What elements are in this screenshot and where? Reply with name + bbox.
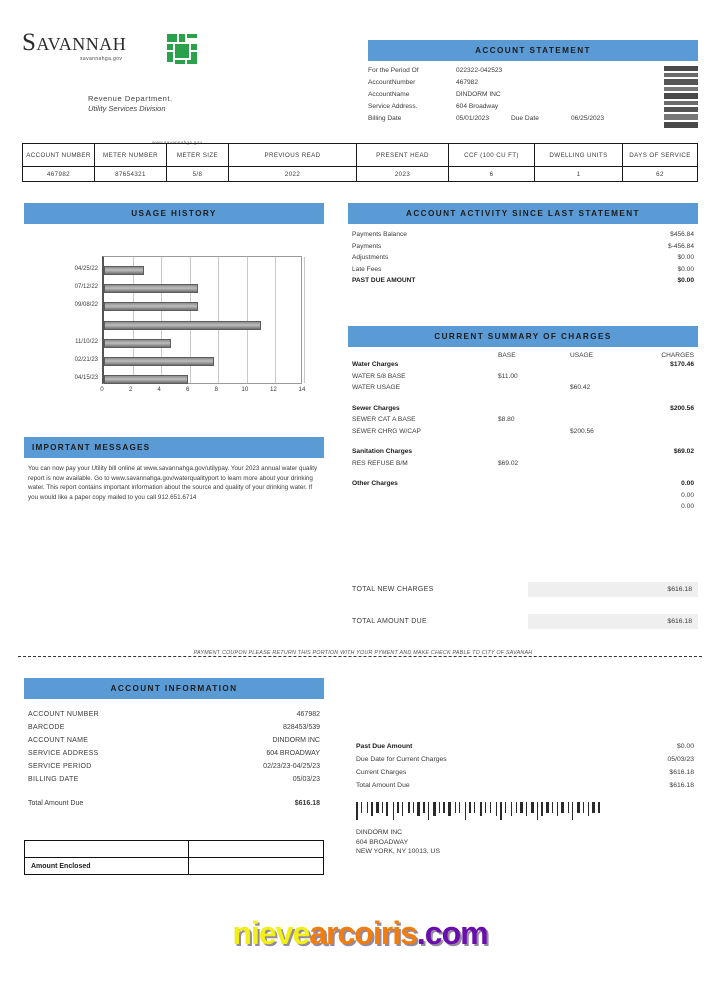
barcode-bar [557, 802, 558, 816]
savannah-grid-icon [167, 34, 207, 68]
barcode-bar [386, 802, 388, 816]
col-ccf: CCF (100 CU FT) [449, 144, 535, 167]
page-header [0, 22, 720, 145]
charge-group-total: $200.56 [670, 404, 694, 412]
activity-row [348, 241, 698, 253]
department-block [88, 94, 173, 114]
account-info-label: ACCOUNT NAME [28, 737, 89, 744]
totals-section [348, 578, 698, 632]
account-info-value: 05/03/23 [292, 776, 320, 783]
chart-x-tick: 0 [100, 386, 104, 393]
barcode-bar [577, 802, 580, 813]
chart-plot-area [102, 256, 302, 384]
stub-label: Past Due Amount [356, 743, 413, 750]
chart-bar-label: 04/25/22 [74, 265, 98, 272]
chart-bar-label: 07/12/22 [74, 283, 98, 290]
chart-bar-label: 09/08/22 [74, 302, 98, 309]
barcode-bar [408, 802, 410, 813]
department-line-1: Revenue Department. [88, 94, 173, 103]
charge-line-row [348, 501, 698, 513]
chart-bar-row [104, 302, 304, 311]
statement-label: For the Period Of [368, 67, 419, 74]
activity-value: $456.84 [670, 231, 694, 238]
charge-line-base [498, 501, 570, 513]
meter-reading-table [22, 143, 698, 182]
chart-bar [104, 284, 198, 293]
charge-line-usage [570, 414, 642, 426]
chart-bar-row [104, 357, 304, 366]
barcode-bar [382, 802, 383, 813]
barcode-bar [480, 802, 482, 816]
charge-group-base [498, 359, 570, 371]
savannah-logo [22, 30, 342, 62]
statement-row [368, 89, 698, 101]
chart-bar-label: 11/10/22 [75, 338, 98, 345]
usage-history-title: USAGE HISTORY [24, 203, 324, 224]
col-meter-number: METER NUMBER [95, 144, 167, 167]
stub-address-line-3: NEW YORK, NY 10013, US [356, 848, 440, 855]
watermark-part-2: arcoiris [309, 915, 417, 951]
barcode-bar [496, 802, 497, 816]
charge-line-name: WATER USAGE [352, 384, 400, 391]
charge-line-charge: 0.00 [681, 503, 694, 510]
charge-line-charge: 0.00 [681, 491, 694, 499]
logo-wordmark: Savannah [22, 29, 127, 56]
charge-group-name: Sewer Charges [352, 404, 400, 412]
activity-row [348, 252, 698, 264]
chart-bar [104, 339, 171, 348]
stub-label: Due Date for Current Charges [356, 756, 447, 763]
account-info-label: SERVICE PERIOD [28, 763, 92, 770]
chart-x-axis [100, 386, 306, 398]
summary-of-charges-section [348, 326, 698, 513]
barcode-bar [552, 802, 553, 813]
account-info-label: BARCODE [28, 724, 65, 731]
account-info-label: BILLING DATE [28, 776, 79, 783]
charge-group-usage [570, 478, 642, 490]
charge-line-usage [570, 490, 642, 502]
chart-bar [104, 321, 261, 330]
chart-bar [104, 375, 188, 384]
amount-enclosed-blank-label [25, 841, 189, 858]
table-row [23, 167, 698, 182]
statement-billing-row [368, 113, 698, 125]
stub-total-amount-due-row [24, 800, 324, 807]
charge-line-name: RES REFUSE B/M [352, 459, 408, 467]
stub-row [356, 779, 698, 792]
statement-row [368, 77, 698, 89]
activity-label: Adjustments [352, 254, 389, 261]
barcode-bar [433, 802, 436, 816]
charge-line-name [348, 490, 498, 502]
barcode-bar [439, 802, 440, 813]
perforation-text: PAYMENT COUPON PLEASE RETURN THIS PORTION WITH YOUR PYMENT AND MAKE CHECK PABLE TO CITY OF SAVANAH [128, 650, 598, 656]
statement-label: AccountName [368, 91, 410, 98]
activity-row [348, 229, 698, 241]
chart-bar-label: 04/15/23 [74, 375, 98, 382]
total-new-charges-value: $616.18 [528, 582, 698, 597]
barcode-bar [393, 802, 394, 820]
charges-col-usage: USAGE [570, 352, 594, 359]
charge-group-row [348, 478, 698, 490]
perforation-divider [18, 650, 702, 664]
account-info-value: 604 BROADWAY [266, 750, 320, 757]
charge-group-base [498, 478, 570, 490]
account-info-value: DINDORM INC [272, 737, 320, 744]
barcode-bar [423, 802, 425, 813]
barcode-bar [505, 802, 506, 813]
stub-row [356, 753, 698, 766]
table-header-row [23, 144, 698, 167]
charge-line-base [498, 490, 570, 502]
statement-value: DINDORM INC [456, 91, 501, 98]
account-info-row [24, 760, 324, 773]
activity-label: Late Fees [352, 265, 382, 273]
cell-account-number: 467982 [23, 167, 95, 182]
barcode-bar [402, 802, 403, 816]
chart-bar-row [104, 266, 304, 275]
chart-bar-row [104, 339, 304, 348]
charge-line-row [348, 371, 698, 383]
stub-mailing-address [356, 828, 698, 857]
charges-column-headers [348, 352, 698, 359]
barcode-bar [526, 802, 527, 816]
chart-x-tick: 4 [157, 386, 161, 393]
barcode-bar [531, 802, 534, 813]
account-info-label: SERVICE ADDRESS [28, 750, 99, 757]
col-days-of-service: DAYS OF SERVICE [623, 144, 698, 167]
chart-gridline [304, 257, 305, 383]
charge-group-usage [570, 446, 642, 458]
amount-enclosed-blank-row [25, 841, 324, 858]
barcode-bar [356, 802, 358, 820]
account-info-row [24, 708, 324, 721]
statement-value: 604 Broadway [456, 103, 499, 110]
activity-value: $-456.84 [667, 242, 694, 250]
chart-bar [104, 302, 198, 311]
chart-bar-label: 02/21/23 [74, 357, 98, 364]
past-due-label: PAST DUE AMOUNT [352, 277, 416, 284]
amount-enclosed-blank-field[interactable] [189, 841, 324, 858]
barcode-bar [417, 802, 420, 816]
barcode-bar [516, 802, 517, 813]
barcode-bar [376, 802, 379, 813]
charge-group-usage [570, 403, 642, 415]
watermark-part-1: nieve [232, 915, 310, 951]
stub-row [356, 740, 698, 753]
col-present-read: PRESENT HEAD [357, 144, 449, 167]
barcode-bar [459, 802, 460, 813]
charge-line-name: SEWER CHRG W/CAP [352, 427, 421, 435]
account-activity-title: ACCOUNT ACTIVITY SINCE LAST STATEMENT [348, 203, 698, 224]
charge-group-name: Sanitation Charges [352, 448, 413, 455]
summary-of-charges-title: CURRENT SUMMARY OF CHARGES [348, 326, 698, 347]
charges-col-base: BASE [498, 352, 516, 359]
perforation-line [18, 656, 702, 657]
barcode-bar [448, 802, 451, 816]
amount-enclosed-table [24, 840, 324, 875]
payment-stub-section [356, 740, 698, 857]
stub-label: Current Charges [356, 769, 407, 776]
charge-group-usage [570, 359, 642, 371]
due-date-value: 06/25/2023 [571, 115, 605, 122]
charge-line-name: WATER 5/8 BASE [352, 372, 406, 380]
cell-previous-read: 2022 [229, 167, 357, 182]
account-information-section [24, 678, 324, 807]
charge-line-name: SEWER CAT A BASE [352, 416, 416, 423]
barcode-bar [511, 802, 512, 816]
account-info-value: 02/23/23-04/25/23 [263, 763, 320, 770]
barcode-bar [500, 802, 502, 820]
charge-line-base: $8.80 [498, 416, 515, 423]
usage-history-section [24, 203, 324, 410]
charge-line-charge [642, 458, 698, 470]
barcode-bar [490, 802, 491, 813]
total-new-charges-label: TOTAL NEW CHARGES [352, 585, 434, 593]
stub-barcode [356, 802, 646, 820]
charge-line-row [348, 382, 698, 394]
account-activity-section [348, 203, 698, 287]
barcode-bar [455, 802, 456, 813]
charge-group-name: Water Charges [352, 361, 399, 368]
charge-line-row [348, 490, 698, 502]
past-due-value: $0.00 [677, 277, 694, 284]
col-meter-size: METER SIZE [167, 144, 229, 167]
barcode-bar [588, 802, 589, 816]
chart-bar [104, 357, 214, 366]
charges-col-blank [348, 352, 498, 359]
amount-enclosed-row [25, 858, 324, 875]
stub-value: $616.18 [669, 769, 694, 776]
chart-bar-row [104, 321, 304, 330]
charge-group-total: $170.46 [670, 361, 694, 368]
chart-bar-row [104, 375, 304, 384]
barcode-bar [561, 802, 564, 813]
important-messages-title: IMPORTANT MESSAGES [24, 437, 324, 458]
due-date-label: Due Date [511, 115, 539, 122]
stub-row [356, 766, 698, 779]
total-amount-due-value: $616.18 [528, 614, 698, 629]
past-due-row [348, 275, 698, 287]
charge-group-row [348, 446, 698, 458]
spacer [348, 469, 698, 478]
account-info-label: ACCOUNT NUMBER [28, 711, 99, 718]
activity-row [348, 264, 698, 276]
col-account-number: ACCOUNT NUMBER [23, 144, 95, 167]
barcode-bar [361, 802, 362, 813]
charge-line-row [348, 426, 698, 438]
total-amount-due-row [348, 610, 698, 632]
stub-total-amount-due-value: $616.18 [294, 800, 320, 807]
cell-days-of-service: 62 [623, 167, 698, 182]
cell-meter-size: 5/8 [167, 167, 229, 182]
barcode-bar [469, 802, 471, 813]
barcode-bar [568, 802, 569, 813]
account-statement-title: ACCOUNT STATEMENT [368, 40, 698, 61]
barcode-bar [465, 802, 466, 820]
account-info-row [24, 747, 324, 760]
barcode-bar [583, 802, 584, 813]
stub-address-line-2: 604 BROADWAY [356, 838, 409, 846]
amount-enclosed-label: Amount Enclosed [25, 858, 189, 875]
important-messages-section [24, 437, 324, 502]
stub-label: Total Amount Due [356, 782, 410, 789]
statement-label: AccountNumber [368, 79, 416, 86]
barcode-bar [367, 802, 368, 813]
charge-line-row [348, 458, 698, 470]
activity-value: $0.00 [677, 254, 694, 261]
barcode-bar [537, 802, 538, 820]
total-amount-due-label: TOTAL AMOUNT DUE [352, 617, 427, 625]
statement-label: Service Address. [368, 103, 418, 110]
statement-value: 467982 [456, 79, 479, 86]
account-information-rows [24, 708, 324, 786]
charge-group-base [498, 403, 570, 415]
charge-line-usage [570, 501, 642, 513]
statement-row [368, 65, 698, 77]
chart-x-tick: 2 [128, 386, 133, 393]
logo-subtext: savannahga.gov [80, 56, 123, 62]
chart-x-tick: 8 [214, 386, 219, 393]
account-info-row [24, 721, 324, 734]
watermark [0, 915, 720, 952]
charge-line-charge [642, 382, 698, 394]
stub-value: $616.18 [669, 782, 694, 789]
chart-x-tick: 6 [185, 386, 190, 393]
barcode-bar [371, 802, 373, 816]
charge-line-usage: $200.56 [570, 427, 594, 435]
account-information-title: ACCOUNT INFORMATION [24, 678, 324, 699]
charge-line-charge [642, 414, 698, 426]
charge-line-usage [570, 458, 642, 470]
charge-line-base: $11.00 [498, 372, 518, 380]
barcode-bar [546, 802, 549, 813]
activity-label: Payments [352, 242, 382, 250]
col-previous-read: PREVIOUS READ [229, 144, 357, 167]
usage-history-chart [24, 230, 324, 410]
important-messages-body: You can now pay your Utility bill online at www.savannahga.gov/utilypay. Your 2023 annual water quality report is now available. Go to www.savannahga.gov/waterqualityport to learn more about your drinking water. This report contains important information about the source and quality of your drinking water. If you would like a paper copy mailed to you call 912.651.6714 [28, 465, 318, 501]
charge-group-name: Other Charges [352, 480, 398, 487]
spacer [348, 394, 698, 403]
statement-rows [368, 65, 698, 125]
stub-total-amount-due-label: Total Amount Due [28, 800, 84, 807]
activity-value: $0.00 [677, 265, 694, 273]
barcode-bar [428, 802, 429, 820]
charge-line-usage [570, 371, 642, 383]
account-info-value: 828453/539 [283, 724, 320, 731]
charge-group-total: $69.02 [673, 448, 694, 455]
chart-bar [104, 266, 144, 275]
cell-ccf: 6 [449, 167, 535, 182]
barcode-bar [397, 802, 399, 813]
total-new-charges-row [348, 578, 698, 600]
chart-x-tick: 12 [269, 386, 277, 393]
charge-line-base [498, 426, 570, 438]
barcode-bar [474, 802, 475, 813]
statement-row [368, 101, 698, 113]
billing-date-label: Billing Date [368, 115, 402, 122]
activity-label: Payments Balance [352, 231, 407, 238]
barcode-bar [598, 802, 600, 813]
billing-date-value: 05/01/2023 [456, 115, 490, 122]
barcode-bar [572, 802, 573, 820]
charge-line-row [348, 414, 698, 426]
col-dwelling-units: DWELLING UNITS [535, 144, 623, 167]
charge-group-base [498, 446, 570, 458]
charge-line-name [348, 501, 498, 513]
account-info-row [24, 773, 324, 786]
charge-line-charge [642, 426, 698, 438]
charge-line-charge [642, 371, 698, 383]
barcode-bar [520, 802, 523, 813]
spacer [348, 437, 698, 446]
cell-present-read: 2023 [357, 167, 449, 182]
barcode-bar [592, 802, 595, 813]
stub-value: $0.00 [676, 743, 694, 750]
charge-line-base: $69.02 [498, 459, 519, 467]
chart-bar-row [104, 284, 304, 293]
stub-address-line-1: DINDORM INC [356, 829, 403, 836]
amount-enclosed-input[interactable] [189, 858, 324, 875]
stub-value: 05/03/23 [667, 756, 694, 763]
statement-barcode [664, 66, 698, 128]
cell-meter-number: 87654321 [95, 167, 167, 182]
chart-x-tick: 14 [298, 386, 306, 393]
statement-value: 022322-042523 [456, 67, 503, 74]
watermark-part-3: .com [416, 915, 488, 951]
account-statement-block [368, 40, 698, 125]
cell-dwelling-units: 1 [535, 167, 623, 182]
brand-website: www.savannahga.gov [152, 140, 203, 145]
charge-line-usage: $60.42 [570, 384, 591, 391]
barcode-bar [541, 802, 543, 816]
charge-group-total: 0.00 [681, 480, 694, 487]
account-info-row [24, 734, 324, 747]
charges-col-charges: CHARGES [661, 352, 694, 359]
account-info-value: 467982 [296, 711, 320, 718]
barcode-bar [443, 802, 445, 813]
chart-x-tick: 10 [241, 386, 249, 393]
charge-group-row [348, 403, 698, 415]
charge-group-row [348, 359, 698, 371]
barcode-bar [413, 802, 414, 813]
charge-line-base [498, 382, 570, 394]
barcode-bar [485, 802, 486, 813]
department-line-2: Utility Services Division [88, 104, 166, 113]
